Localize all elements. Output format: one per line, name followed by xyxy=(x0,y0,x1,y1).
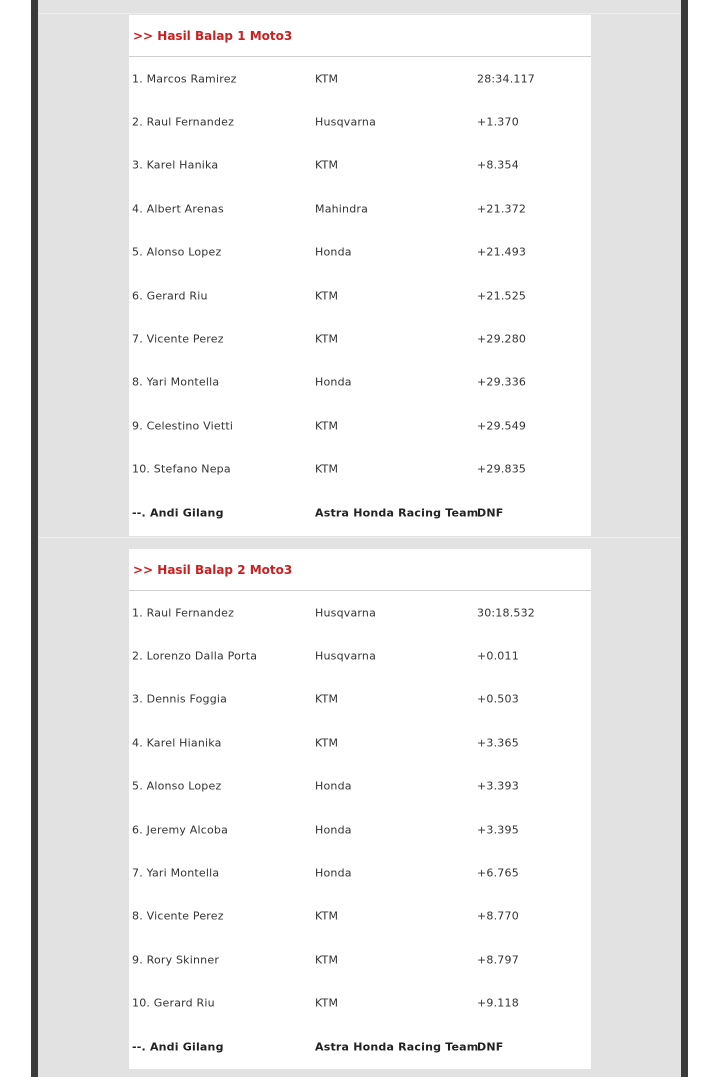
rider-name: 9. Celestino Vietti xyxy=(132,419,234,433)
race-time: +29.835 xyxy=(477,462,527,476)
team-name: Astra Honda Racing Team xyxy=(315,506,479,520)
result-row xyxy=(129,491,591,534)
team-name: KTM xyxy=(315,289,339,303)
team-name: KTM xyxy=(315,736,339,750)
result-row xyxy=(129,634,591,677)
race-time: +3.395 xyxy=(477,823,519,837)
race-time: +29.549 xyxy=(477,419,527,433)
team-name: KTM xyxy=(315,996,339,1010)
rider-name: 1. Marcos Ramirez xyxy=(132,72,237,86)
rider-name: 8. Vicente Perez xyxy=(132,909,224,923)
race1-title: >> Hasil Balap 1 Moto3 xyxy=(129,15,591,57)
race-time: +8.770 xyxy=(477,909,519,923)
result-row xyxy=(129,100,591,143)
race2-results-table xyxy=(129,591,591,1068)
team-name: Husqvarna xyxy=(315,649,377,663)
team-name: Honda xyxy=(315,375,352,389)
result-row xyxy=(129,938,591,981)
race-time: +21.372 xyxy=(477,202,527,216)
rider-name: 2. Lorenzo Dalla Porta xyxy=(132,649,258,663)
race2-title: >> Hasil Balap 2 Moto3 xyxy=(129,549,591,591)
rider-name: 2. Raul Fernandez xyxy=(132,115,235,129)
team-name: Honda xyxy=(315,866,352,880)
race-time: +8.797 xyxy=(477,953,519,967)
team-name: KTM xyxy=(315,953,339,967)
race-time: 30:18.532 xyxy=(477,606,535,620)
rider-name: 6. Jeremy Alcoba xyxy=(132,823,229,837)
race-time: +0.011 xyxy=(477,649,519,663)
rider-name: 4. Karel Hianika xyxy=(132,736,222,750)
result-row xyxy=(129,404,591,447)
result-row xyxy=(129,448,591,491)
race-time: +8.354 xyxy=(477,158,519,172)
rider-name: 7. Yari Montella xyxy=(132,866,220,880)
divider xyxy=(38,537,681,538)
race-time: DNF xyxy=(477,506,504,520)
result-row xyxy=(129,1025,591,1068)
team-name: KTM xyxy=(315,419,339,433)
result-row xyxy=(129,231,591,274)
race-time: 28:34.117 xyxy=(477,72,535,86)
race1-results-table xyxy=(129,57,591,534)
race-time: +0.503 xyxy=(477,692,519,706)
divider xyxy=(38,13,681,14)
result-row xyxy=(129,57,591,100)
race-time: +29.336 xyxy=(477,375,527,389)
race-time: DNF xyxy=(477,1040,504,1054)
team-name: KTM xyxy=(315,692,339,706)
rider-name: 9. Rory Skinner xyxy=(132,953,220,967)
result-row xyxy=(129,361,591,404)
rider-name: --. Andi Gilang xyxy=(132,506,224,520)
rider-name: 7. Vicente Perez xyxy=(132,332,224,346)
team-name: Husqvarna xyxy=(315,115,377,129)
rider-name: 5. Alonso Lopez xyxy=(132,779,222,793)
rider-name: --. Andi Gilang xyxy=(132,1040,224,1054)
team-name: KTM xyxy=(315,462,339,476)
team-name: Honda xyxy=(315,779,352,793)
result-row xyxy=(129,721,591,764)
race1-results-card xyxy=(129,15,591,536)
team-name: Honda xyxy=(315,823,352,837)
result-row xyxy=(129,678,591,721)
result-row xyxy=(129,851,591,894)
result-row xyxy=(129,895,591,938)
rider-name: 3. Dennis Foggia xyxy=(132,692,228,706)
team-name: Mahindra xyxy=(315,202,369,216)
rider-name: 8. Yari Montella xyxy=(132,375,220,389)
team-name: KTM xyxy=(315,909,339,923)
team-name: Husqvarna xyxy=(315,606,377,620)
race-time: +29.280 xyxy=(477,332,527,346)
team-name: KTM xyxy=(315,332,339,346)
team-name: KTM xyxy=(315,72,339,86)
race-time: +3.365 xyxy=(477,736,519,750)
result-row xyxy=(129,317,591,360)
rider-name: 3. Karel Hanika xyxy=(132,158,219,172)
race-time: +3.393 xyxy=(477,779,519,793)
result-row xyxy=(129,187,591,230)
result-row xyxy=(129,808,591,851)
team-name: Astra Honda Racing Team xyxy=(315,1040,479,1054)
team-name: KTM xyxy=(315,158,339,172)
race-time: +9.118 xyxy=(477,996,519,1010)
result-row xyxy=(129,274,591,317)
result-row xyxy=(129,765,591,808)
race-time: +1.370 xyxy=(477,115,519,129)
race-time: +21.525 xyxy=(477,289,527,303)
race-time: +6.765 xyxy=(477,866,519,880)
team-name: Honda xyxy=(315,245,352,259)
rider-name: 10. Stefano Nepa xyxy=(132,462,231,476)
result-row xyxy=(129,144,591,187)
rider-name: 4. Albert Arenas xyxy=(132,202,224,216)
race2-results-card xyxy=(129,549,591,1069)
rider-name: 10. Gerard Riu xyxy=(132,996,215,1010)
race-time: +21.493 xyxy=(477,245,527,259)
rider-name: 6. Gerard Riu xyxy=(132,289,208,303)
result-row xyxy=(129,591,591,634)
result-row xyxy=(129,982,591,1025)
rider-name: 5. Alonso Lopez xyxy=(132,245,222,259)
rider-name: 1. Raul Fernandez xyxy=(132,606,235,620)
